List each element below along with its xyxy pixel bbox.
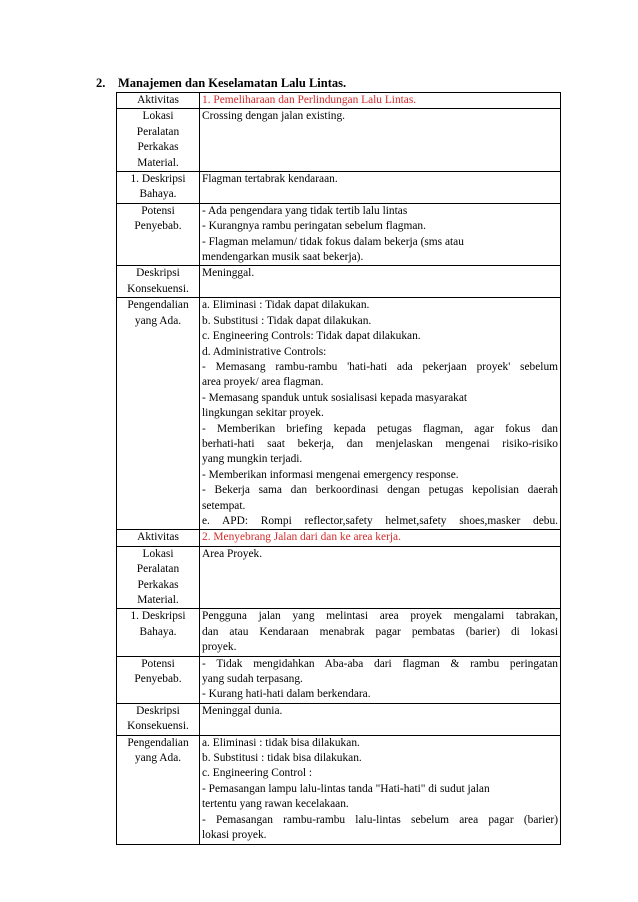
row-content [200, 298, 561, 530]
pengendalian-row [117, 735, 561, 844]
content-line: a. Eliminasi : tidak bisa dilakukan. [202, 736, 360, 749]
content-line: b. Substitusi : tidak bisa dilakukan. [202, 752, 362, 765]
activity-title: 2. Menyebrang Jalan dari dan ke area kerja. [200, 530, 561, 546]
content-line: Pengguna jalan yang melintasi area proyek mengalami tabrakan, [202, 610, 558, 623]
content-line: - Kurangnya rambu peringatan sebelum flagman. [202, 220, 426, 233]
row-content [200, 109, 561, 172]
content-line: - Memberikan informasi mengenai emergency response. [202, 468, 459, 481]
row-content [200, 546, 561, 609]
row-label: 1. Deskripsi Bahaya. [117, 609, 200, 656]
content-line: - Ada pengendara yang tidak tertib lalu lintas [202, 204, 408, 217]
content-line: d. Administrative Controls: [202, 345, 327, 358]
row-label: Pengendalian yang Ada. [117, 298, 200, 530]
row-content [200, 656, 561, 703]
content-line: - Tidak mengidahkan Aba-aba dari flagman & rambu peringatan [202, 657, 558, 670]
aktivitas-label: Aktivitas [117, 530, 200, 546]
aktivitas-label: Aktivitas [117, 93, 200, 109]
potensi-penyebab-row [117, 203, 561, 266]
content-line: e. APD: Rompi reflector,safety helmet,safety shoes,masker debu. [202, 514, 558, 527]
content-line: yang mungkin terjadi. [202, 453, 303, 466]
content-line: lokasi proyek. [202, 829, 267, 842]
row-label: Potensi Penyebab. [117, 656, 200, 703]
content-line: c. Engineering Controls: Tidak dapat dilakukan. [202, 330, 421, 343]
row-content [200, 609, 561, 656]
content-line: tertentu yang rawan kecelakaan. [202, 798, 349, 811]
row-label: Pengendalian yang Ada. [117, 735, 200, 844]
content-line: - Memberikan briefing kepada petugas flagman, agar fokus dan [202, 422, 558, 435]
deskripsi-konsekuensi-row [117, 703, 561, 735]
activity-header-row [117, 93, 561, 109]
activity-header-row [117, 530, 561, 546]
row-content [200, 703, 561, 735]
content-line: setempat. [202, 499, 246, 512]
section-number: 2. [96, 76, 106, 90]
deskripsi-konsekuensi-row [117, 266, 561, 298]
content-line: - Bekerja sama dan berkoordinasi dengan petugas kepolisian daerah [202, 484, 558, 497]
lokasi-row [117, 109, 561, 172]
content-line: Crossing dengan jalan existing. [202, 110, 345, 123]
content-line: Flagman tertabrak kendaraan. [202, 173, 338, 186]
row-label: 1. Deskripsi Bahaya. [117, 172, 200, 204]
hazard-table [116, 92, 561, 845]
content-line: lingkungan sekitar proyek. [202, 407, 324, 420]
pengendalian-row [117, 298, 561, 530]
lokasi-row [117, 546, 561, 609]
content-line: b. Substitusi : Tidak dapat dilakukan. [202, 314, 372, 327]
row-label: Deskripsi Konsekuensi. [117, 266, 200, 298]
content-line: a. Eliminasi : Tidak dapat dilakukan. [202, 299, 370, 312]
row-content [200, 266, 561, 298]
content-line: - Flagman melamun/ tidak fokus dalam bekerja (sms atau [202, 235, 464, 248]
content-line: berhati-hati saat bekerja, dan menjelaskan mengenai risiko-risiko [202, 437, 558, 450]
content-line: - Memasang rambu-rambu 'hati-hati ada pekerjaan proyek' sebelum [202, 360, 558, 373]
row-content [200, 172, 561, 204]
row-label: Lokasi Peralatan Perkakas Material. [117, 109, 200, 172]
potensi-penyebab-row [117, 656, 561, 703]
row-content [200, 203, 561, 266]
content-line: - Kurang hati-hati dalam berkendara. [202, 688, 371, 701]
hazard-table-body [117, 93, 561, 845]
content-line: - Pemasangan rambu-rambu lalu-lintas sebelum area pagar (barier) [202, 813, 558, 826]
content-line: yang sudah terpasang. [202, 673, 303, 686]
content-line: area proyek/ area flagman. [202, 376, 324, 389]
row-label: Potensi Penyebab. [117, 203, 200, 266]
content-line: - Memasang spanduk untuk sosialisasi kepada masyarakat [202, 391, 468, 404]
content-line: Area Proyek. [202, 547, 263, 560]
row-label: Lokasi Peralatan Perkakas Material. [117, 546, 200, 609]
content-line: proyek. [202, 641, 237, 654]
section-heading [96, 76, 346, 91]
content-line: Meninggal dunia. [202, 704, 283, 717]
deskripsi-bahaya-row [117, 609, 561, 656]
activity-title: 1. Pemeliharaan dan Perlindungan Lalu Lintas. [200, 93, 561, 109]
content-line: Meninggal. [202, 267, 255, 280]
content-line: mendengarkan musik saat bekerja). [202, 251, 364, 264]
content-line: - Pemasangan lampu lalu-lintas tanda "Hati-hati" di sudut jalan [202, 782, 490, 795]
row-label: Deskripsi Konsekuensi. [117, 703, 200, 735]
content-line: dan atau Kendaraan menabrak pagar pembatas (barier) di lokasi [202, 625, 558, 638]
deskripsi-bahaya-row [117, 172, 561, 204]
row-content [200, 735, 561, 844]
section-title: Manajemen dan Keselamatan Lalu Lintas. [118, 76, 347, 90]
content-line: c. Engineering Control : [202, 767, 313, 780]
